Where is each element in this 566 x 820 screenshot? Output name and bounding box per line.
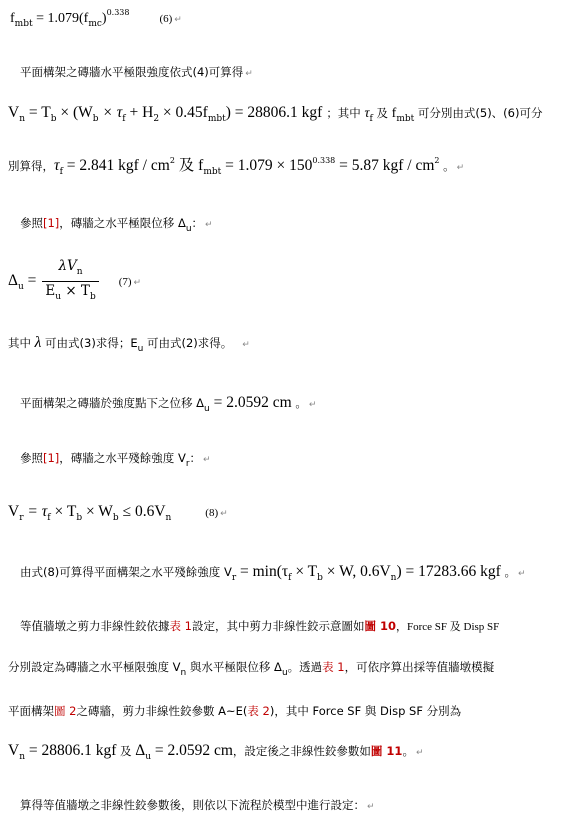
eq8-e: ≤ 0.6V bbox=[118, 503, 166, 520]
p10-ref-fig2[interactable]: 圖 2 bbox=[54, 704, 77, 718]
p4-a: 其中 bbox=[8, 336, 35, 350]
p6-a: 參照 bbox=[20, 451, 43, 465]
eq6-close: ) bbox=[101, 11, 107, 26]
vn-sub-mbt: mbt bbox=[207, 114, 226, 124]
equation-vn bbox=[8, 104, 542, 128]
p2-d: = 1.079 × 150 bbox=[221, 157, 313, 174]
paragraph-2 bbox=[8, 152, 464, 181]
vn-p4: × 0.45f bbox=[159, 104, 208, 121]
p6-ref[interactable]: [1] bbox=[43, 451, 60, 465]
p9-s1: n bbox=[180, 668, 187, 678]
eq7-den-e: E bbox=[45, 283, 56, 299]
p7-b: = min(τ bbox=[236, 563, 289, 580]
p11-g: 。 bbox=[402, 744, 414, 758]
eq8-c: × T bbox=[50, 503, 77, 520]
eq7-label: (7) bbox=[118, 276, 132, 288]
p3-c: ： bbox=[191, 216, 204, 230]
p7-a: 由式(8)可算得平面構架之水平殘餘強度 V bbox=[20, 565, 232, 579]
p11-delta: Δ bbox=[135, 742, 146, 759]
p9-ref-table1[interactable]: 表 1 bbox=[322, 660, 345, 674]
p1-text: 平面構架之磚牆水平極限強度依式(4)可算得 bbox=[20, 65, 244, 79]
vn-tail-f: f bbox=[391, 106, 397, 121]
eq8-s4: b bbox=[112, 513, 119, 523]
p7-d: × W, 0.6V bbox=[322, 563, 391, 580]
p8-a: 等值牆墩之剪力非線性鉸依據 bbox=[20, 619, 170, 633]
vn-sub-b2: b bbox=[92, 114, 99, 124]
vn-sub-2: 2 bbox=[153, 114, 160, 124]
p8-c: ，Force SF 及 Disp SF bbox=[396, 621, 500, 633]
p11-e: = 2.0592 cm bbox=[150, 742, 233, 759]
eq7-numerator bbox=[42, 258, 98, 282]
return-mark: ↵ bbox=[456, 163, 465, 173]
eq6-exponent: 0.338 bbox=[106, 8, 130, 17]
p9-d: ，可依序算出採等值牆墩模擬 bbox=[344, 660, 495, 674]
p11-v: V bbox=[8, 742, 20, 759]
return-mark: ↵ bbox=[203, 455, 211, 465]
p11-c: 及 bbox=[116, 744, 136, 758]
return-mark: ↵ bbox=[205, 220, 213, 230]
eq6-sub-mbt: mbt bbox=[14, 19, 33, 29]
p10-c: )，其中 Force SF 與 Disp SF 分別為 bbox=[269, 704, 462, 718]
eq8-s3: b bbox=[76, 513, 83, 523]
p12-text: 算得等值牆墩之非線性鉸參數後，則依以下流程於模型中進行設定： bbox=[20, 798, 365, 812]
p6-c: ： bbox=[189, 451, 202, 465]
p9-s2: u bbox=[281, 668, 288, 678]
paragraph-12 bbox=[20, 796, 375, 816]
p2-sup-3: 2 bbox=[434, 156, 440, 165]
p3-b: ，磚牆之水平極限位移 Δ bbox=[59, 216, 186, 230]
p4-sub: u bbox=[137, 344, 144, 354]
return-mark: ↵ bbox=[220, 509, 228, 519]
paragraph-9 bbox=[8, 658, 494, 682]
p11-ref-fig11[interactable]: 圖 11 bbox=[370, 744, 403, 758]
equation-7 bbox=[8, 258, 141, 307]
eq7-delta: Δ bbox=[8, 272, 18, 289]
p7-f: 。 bbox=[500, 565, 516, 579]
p7-s4: n bbox=[390, 573, 397, 583]
vn-tail-b: 及 bbox=[372, 106, 392, 120]
p8-ref-table1[interactable]: 表 1 bbox=[169, 619, 192, 633]
eq8-v: V bbox=[8, 503, 20, 520]
equation-8 bbox=[8, 503, 228, 527]
p7-s3: b bbox=[317, 573, 323, 583]
p5-c: 。 bbox=[291, 396, 307, 410]
eq6-sub-mc: mc bbox=[88, 19, 102, 29]
paragraph-8 bbox=[20, 617, 499, 636]
eq8-b: = τ bbox=[23, 503, 48, 520]
eq6-mid: = 1.079(f bbox=[32, 11, 89, 26]
eq7-den-sub-b: b bbox=[89, 292, 96, 302]
eq7-fraction bbox=[42, 258, 98, 305]
vn-tail-tau: τ bbox=[364, 106, 370, 121]
eq8-s2: f bbox=[47, 513, 51, 523]
p7-c: × T bbox=[291, 563, 318, 580]
p7-s2: f bbox=[288, 573, 292, 583]
eq7-delta-sub: u bbox=[17, 282, 24, 292]
return-mark: ↵ bbox=[517, 569, 526, 579]
p5-a: 平面構架之磚牆於強度點下之位移 Δ bbox=[20, 396, 205, 410]
p2-sub-mbt: mbt bbox=[203, 167, 222, 177]
p2-sup-2: 2 bbox=[169, 156, 175, 165]
p3-sub: u bbox=[185, 224, 192, 234]
p10-ref-table2[interactable]: 表 2 bbox=[247, 704, 270, 718]
eq8-s5: n bbox=[165, 513, 172, 523]
return-mark: ↵ bbox=[245, 69, 253, 79]
eq7-den-sub-u: u bbox=[55, 292, 62, 302]
eq8-d: × W bbox=[82, 503, 113, 520]
paragraph-5 bbox=[20, 394, 316, 418]
p7-s1: r bbox=[231, 573, 237, 583]
p2-e: = 5.87 kgf / cm bbox=[335, 157, 435, 174]
vn-tail-c: 可分別由式(5)、(6)可分 bbox=[414, 106, 543, 120]
p5-sub: u bbox=[204, 404, 210, 414]
p2-a: 別算得， bbox=[8, 159, 54, 173]
p6-sub: r bbox=[185, 459, 190, 469]
p3-ref[interactable]: [1] bbox=[43, 216, 60, 230]
paragraph-1 bbox=[20, 63, 253, 83]
vn-result: ) = 28806.1 kgf bbox=[225, 104, 323, 121]
eq7-equals: = bbox=[23, 272, 37, 289]
p2-tau-sub: f bbox=[59, 167, 63, 177]
p4-lambda: λ bbox=[34, 334, 42, 351]
p9-c: 。透過 bbox=[287, 660, 323, 674]
equation-6 bbox=[10, 4, 182, 33]
paragraph-10 bbox=[8, 702, 461, 720]
p3-a: 參照 bbox=[20, 216, 43, 230]
p2-sup-exp: 0.338 bbox=[312, 156, 336, 165]
paragraph-3 bbox=[20, 214, 213, 238]
vn-sub-b1: b bbox=[50, 114, 57, 124]
return-mark: ↵ bbox=[174, 15, 182, 25]
return-mark: ↵ bbox=[133, 278, 142, 288]
p11-s2: u bbox=[145, 752, 151, 762]
vn-tau: × τ bbox=[98, 104, 123, 121]
p11-f: ，設定後之非線性鉸參數如 bbox=[232, 744, 371, 758]
paragraph-6 bbox=[20, 449, 211, 473]
p2-f: 。 bbox=[439, 159, 455, 173]
paragraph-11 bbox=[8, 742, 423, 766]
p11-b: = 28806.1 kgf bbox=[25, 742, 117, 759]
vn-p1: = T bbox=[25, 104, 51, 121]
eq7-num-text: λV bbox=[58, 258, 77, 274]
return-mark: ↵ bbox=[415, 748, 424, 758]
eq7-den-mid: × T bbox=[61, 283, 90, 299]
vn-tail-f-sub: mbt bbox=[396, 114, 415, 124]
p8-ref-fig10[interactable]: 圖 10 bbox=[364, 619, 396, 633]
eq8-label: (8) bbox=[205, 507, 219, 519]
p10-a: 平面構架 bbox=[8, 704, 54, 718]
paragraph-4 bbox=[8, 334, 250, 358]
p6-b: ，磚牆之水平殘餘強度 V bbox=[59, 451, 186, 465]
p7-e: ) = 17283.66 kgf bbox=[396, 563, 501, 580]
p10-b: 之磚牆，剪力非線性鉸參數 A~E( bbox=[76, 704, 248, 718]
eq7-denominator bbox=[42, 282, 98, 305]
p2-tau: τ bbox=[54, 157, 60, 174]
eq7-num-sub: n bbox=[76, 267, 83, 277]
return-mark: ↵ bbox=[367, 802, 375, 812]
return-mark: ↵ bbox=[308, 400, 317, 410]
vn-sub-n: n bbox=[19, 114, 25, 124]
eq8-s1: r bbox=[19, 513, 24, 523]
p4-b: 可由式(3)求得；E bbox=[41, 336, 138, 350]
eq6-f: f bbox=[10, 11, 15, 26]
vn-v: V bbox=[8, 104, 20, 121]
p9-a: 分別設定為磚牆之水平極限強度 V bbox=[8, 660, 181, 674]
paragraph-7 bbox=[20, 563, 526, 587]
return-mark: ↵ bbox=[242, 340, 250, 350]
p2-c: 及 f bbox=[174, 157, 204, 174]
p8-b: 設定，其中剪力非線性鉸示意圖如 bbox=[191, 619, 365, 633]
p9-b: 與水平極限位移 Δ bbox=[186, 660, 282, 674]
eq6-label: (6) bbox=[159, 13, 173, 25]
p11-s1: n bbox=[19, 752, 25, 762]
vn-p2: × (W bbox=[56, 104, 93, 121]
p2-b: = 2.841 kgf / cm bbox=[62, 157, 170, 174]
vn-tail-tau-sub: f bbox=[369, 114, 373, 124]
p4-c: 可由式(2)求得。 bbox=[143, 336, 233, 350]
vn-sub-f: f bbox=[122, 114, 126, 124]
vn-tail-a: ；其中 bbox=[326, 106, 365, 120]
vn-p3: + H bbox=[125, 104, 154, 121]
p5-b: = 2.0592 cm bbox=[209, 394, 292, 411]
